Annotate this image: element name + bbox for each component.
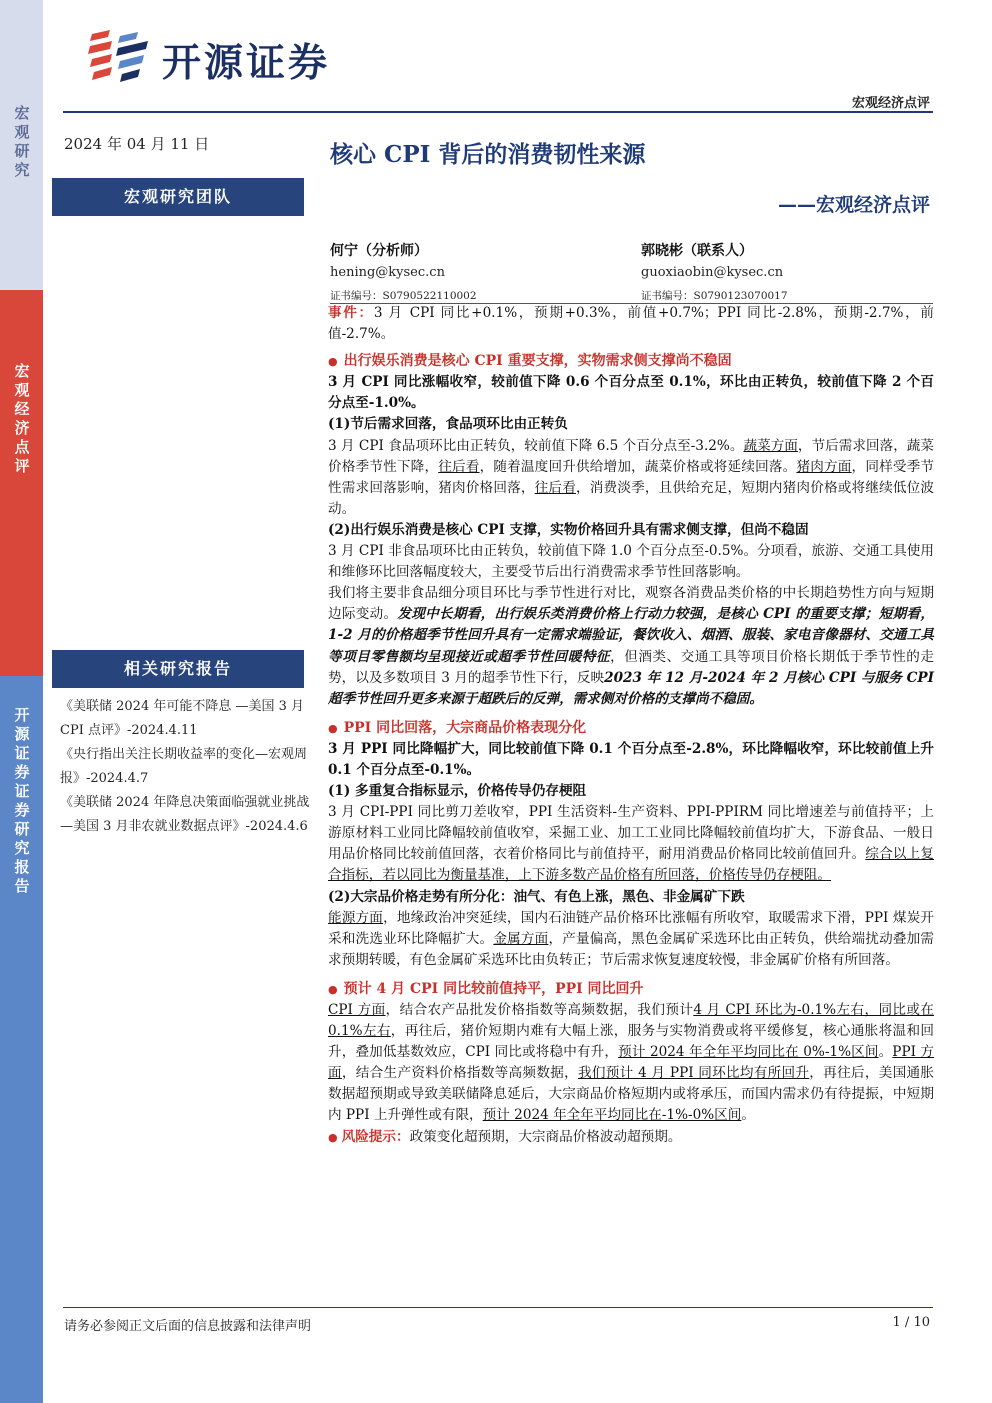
section-2-sub-1: (1) 多重复合指标显示，价格传导仍存梗阻: [328, 783, 587, 800]
footer-disclaimer: 请务必参阅正文后面的信息披露和法律声明: [64, 1319, 312, 1334]
company-name: 开源证券: [162, 41, 331, 86]
underlined-run: 金属方面: [493, 930, 549, 947]
risk-label: ● 风险提示：: [328, 1129, 410, 1145]
risk-text: 政策变化超预期，大宗商品价格波动超预期。: [409, 1128, 682, 1145]
section-1-para-2: 3 月 CPI 非食品项环比由正转负，较前值下降 1.0 个百分点至-0.5%。分项看，旅游、交通工具使用和维修环比回落幅度较大，主要受节后出行消费需求季节性回落影响。: [328, 543, 934, 581]
contact-email[interactable]: guoxiaobin@kysec.cn: [641, 265, 784, 280]
section-3-para: [328, 1000, 934, 1127]
text-run: ，再往后，猪价短期内难有大幅上涨，服务与实物消费或将平缓修复，核心通胀将温和回升，叠加低基数效应，CPI 同比或将稳中有升，: [328, 1023, 934, 1061]
side-strip: [0, 0, 43, 1403]
underlined-run: 预计 2024 年全年平均同比在 0%-1%区间: [618, 1044, 879, 1061]
text-run: ，结合生产资料价格指数等高频数据，: [341, 1065, 578, 1082]
text-run: ，再往后，美国通胀数据超预期或导致美联储降息延后，大宗商品价格短期内或将承压，而国内需求仍有待提振，中短期内 PPI 上升弹性或有限，: [328, 1065, 934, 1124]
underlined-run: 能源方面: [328, 909, 384, 926]
underlined-run: 我们预计 4 月 PPI 同环比均有所回升: [577, 1065, 810, 1082]
contact-cert: 证书编号：S0790123070017: [641, 290, 788, 302]
section-2-sub-2: (2)大宗品价格走势有所分化：油气、有色上涨，黑色、非金属矿下跌: [328, 888, 745, 905]
event-paragraph: [328, 303, 934, 345]
header-rule: [63, 111, 933, 113]
text-run: 3 月 CPI-PPI 同比剪刀差收窄，PPI 生活资料-生产资料、PPI-PPIRM 同比增速差与前值持平；上游原材料工业同比降幅较前值收窄，采掘工业、加工工业同比降幅较前值均扩大，下游食品、一般日用品价格同比较前值回落，衣着价格同比与前值持平，耐用消费品价格同比较前值回升。: [328, 804, 934, 863]
footer-rule: [63, 1307, 933, 1308]
text-run: ，结合农产品批发价格指数等高频数据，我们预计: [385, 1002, 694, 1018]
logo-mark-icon: [88, 28, 156, 88]
section-2-lead: 3 月 PPI 同比降幅扩大，同比较前值下降 0.1 个百分点至-2.8%，环比降幅收窄，环比较前值上升 0.1 个百分点至-0.1%。: [328, 740, 934, 778]
header-doc-type: 宏观经济点评: [851, 96, 930, 111]
analyst-cert: 证书编号：S0790522110002: [330, 290, 477, 302]
underlined-run: 往后看: [534, 479, 576, 496]
text-run: ，但酒类、交通工具等项目价格长期低于季节性的走势，以及多数项目 3 月的超季节性下行，反映: [328, 648, 935, 686]
section-1-sub-2: (2)出行娱乐消费是核心 CPI 支撑，实物价格回升具有需求侧支撑，但尚不稳固: [328, 521, 809, 538]
side-strip-bottom-label: 开源证券 证券研究报告: [14, 706, 30, 895]
section-2-para-1: [328, 802, 934, 886]
section-1-para-1: [328, 436, 934, 520]
analyst-email[interactable]: hening@kysec.cn: [330, 265, 445, 280]
section-1-heading: ● 出行娱乐消费是核心 CPI 重要支撑，实物需求侧支撑尚不稳固: [328, 351, 934, 372]
team-title: 宏观研究团队: [52, 178, 304, 216]
underlined-run: 蔬菜方面: [743, 437, 798, 454]
text-run: 我们将主要非食品细分项目环比与季节性进行对比，观察各消费品类价格的中长期趋势性方向与短期边际变动。: [328, 585, 934, 623]
side-strip-top: [0, 0, 43, 290]
text-run: ，产量偏高，黑色金属矿采选环比由正转负，供给端扰动叠加需求预期转暖，有色金属矿采选环比由负转正；节后需求恢复速度较慢，非金属矿价格有所回落。: [328, 930, 935, 968]
risk-paragraph: [328, 1127, 934, 1148]
section-2-para-2: [328, 908, 934, 971]
section-3-heading: ● 预计 4 月 CPI 同比较前值持平，PPI 同比回升: [328, 979, 934, 1000]
text-run: 。: [878, 1044, 893, 1061]
underlined-run: CPI 方面: [328, 1002, 386, 1018]
underlined-run: 综合以上复合指标，若以同比为衡量基准，上下游多数产品价格有所回落，价格传导仍存梗阻。: [328, 846, 934, 884]
report-body: [328, 303, 934, 1148]
related-report-item[interactable]: 《央行指出关注长期收益率的变化—宏观周报》-2024.4.7: [60, 747, 308, 786]
text-run: ，节后需求回落，蔬菜价格季节性下降，: [328, 437, 935, 475]
event-text: 3 月 CPI 同比+0.1%，预期+0.3%，前值+0.7%；PPI 同比-2.8%，预期-2.7%，前值-2.7%。: [328, 305, 935, 343]
analyst-name: 何宁（分析师）: [330, 243, 428, 259]
underlined-run: PPI 方面: [328, 1044, 935, 1082]
related-title: 相关研究报告: [52, 650, 304, 688]
report-date: 2024 年 04 月 11 日: [64, 135, 210, 153]
company-logo: [88, 28, 378, 90]
section-2-heading: ● PPI 同比回落，大宗商品价格表现分化: [328, 718, 934, 739]
underlined-run: 猪肉方面: [796, 458, 852, 475]
underlined-run: 预计 2024 年全年平均同比在-1%-0%区间: [482, 1107, 742, 1124]
page-number: 1 / 10: [892, 1315, 930, 1330]
related-report-item[interactable]: 《美联储 2024 年降息决策面临强就业挑战—美国 3 月非农就业数据点评》-2024.4.6: [60, 795, 310, 834]
bold-run: 发现中长期看，出行娱乐类消费价格上行动力较强，是核心 CPI 的重要支撑；短期看，1-2 月的价格超季节性回升具有一定需求端验证，餐饮收入、烟酒、服装、家电音像器材、交通工具等项目零售额均呈现接近或超季节性回暖特征: [328, 606, 934, 665]
text-run: ，消费淡季，且供给充足，短期内猪肉价格或将继续低位波动。: [328, 479, 935, 517]
underlined-run: 往后看: [438, 458, 480, 475]
text-run: ，同样受季节性需求回落影响，猪肉价格回落，: [328, 458, 935, 496]
event-label: 事件：: [328, 305, 374, 321]
text-run: 3 月 CPI 食品项环比由正转负，较前值下降 6.5 个百分点至-3.2%。: [328, 437, 744, 454]
side-strip-top-label: 宏观研究: [14, 104, 30, 179]
text-run: ，地缘政治冲突延续，国内石油链产品价格环比涨幅有所收窄，取暖需求下滑，PPI 煤炭开采和洗选业环比降幅扩大。: [328, 909, 935, 947]
related-report-list: [60, 695, 312, 839]
section-1-sub-1: (1)节后需求回落，食品项环比由正转负: [328, 416, 568, 433]
side-strip-middle-label: 宏观经济点评: [14, 362, 30, 475]
section-1-lead: 3 月 CPI 同比涨幅收窄，较前值下降 0.6 个百分点至 0.1%，环比由正转负，较前值下降 2 个百分点至-1.0%。: [328, 374, 934, 412]
report-title: 核心 CPI 背后的消费韧性来源: [330, 141, 646, 168]
underlined-run: 4 月 CPI 环比为-0.1%左右，同比或在 0.1%左右: [328, 1002, 934, 1040]
section-1-para-3: [328, 583, 934, 710]
text-run: 。: [741, 1107, 755, 1124]
report-subtitle: ——宏观经济点评: [777, 194, 930, 216]
related-report-item[interactable]: 《美联储 2024 年可能不降息 —美国 3 月 CPI 点评》-2024.4.11: [60, 699, 305, 738]
contact-name: 郭晓彬（联系人）: [641, 243, 753, 259]
side-strip-bottom: [0, 676, 43, 1403]
text-run: ，随着温度回升供给增加，蔬菜价格或将延续回落。: [479, 458, 797, 475]
bold-run: 2023 年 12 月-2024 年 2 月核心 CPI 与服务 CPI 超季节性回升更多来源于超跌后的反弹，需求侧对价格的支撑尚不稳固。: [328, 669, 934, 707]
side-strip-middle: [0, 290, 43, 676]
